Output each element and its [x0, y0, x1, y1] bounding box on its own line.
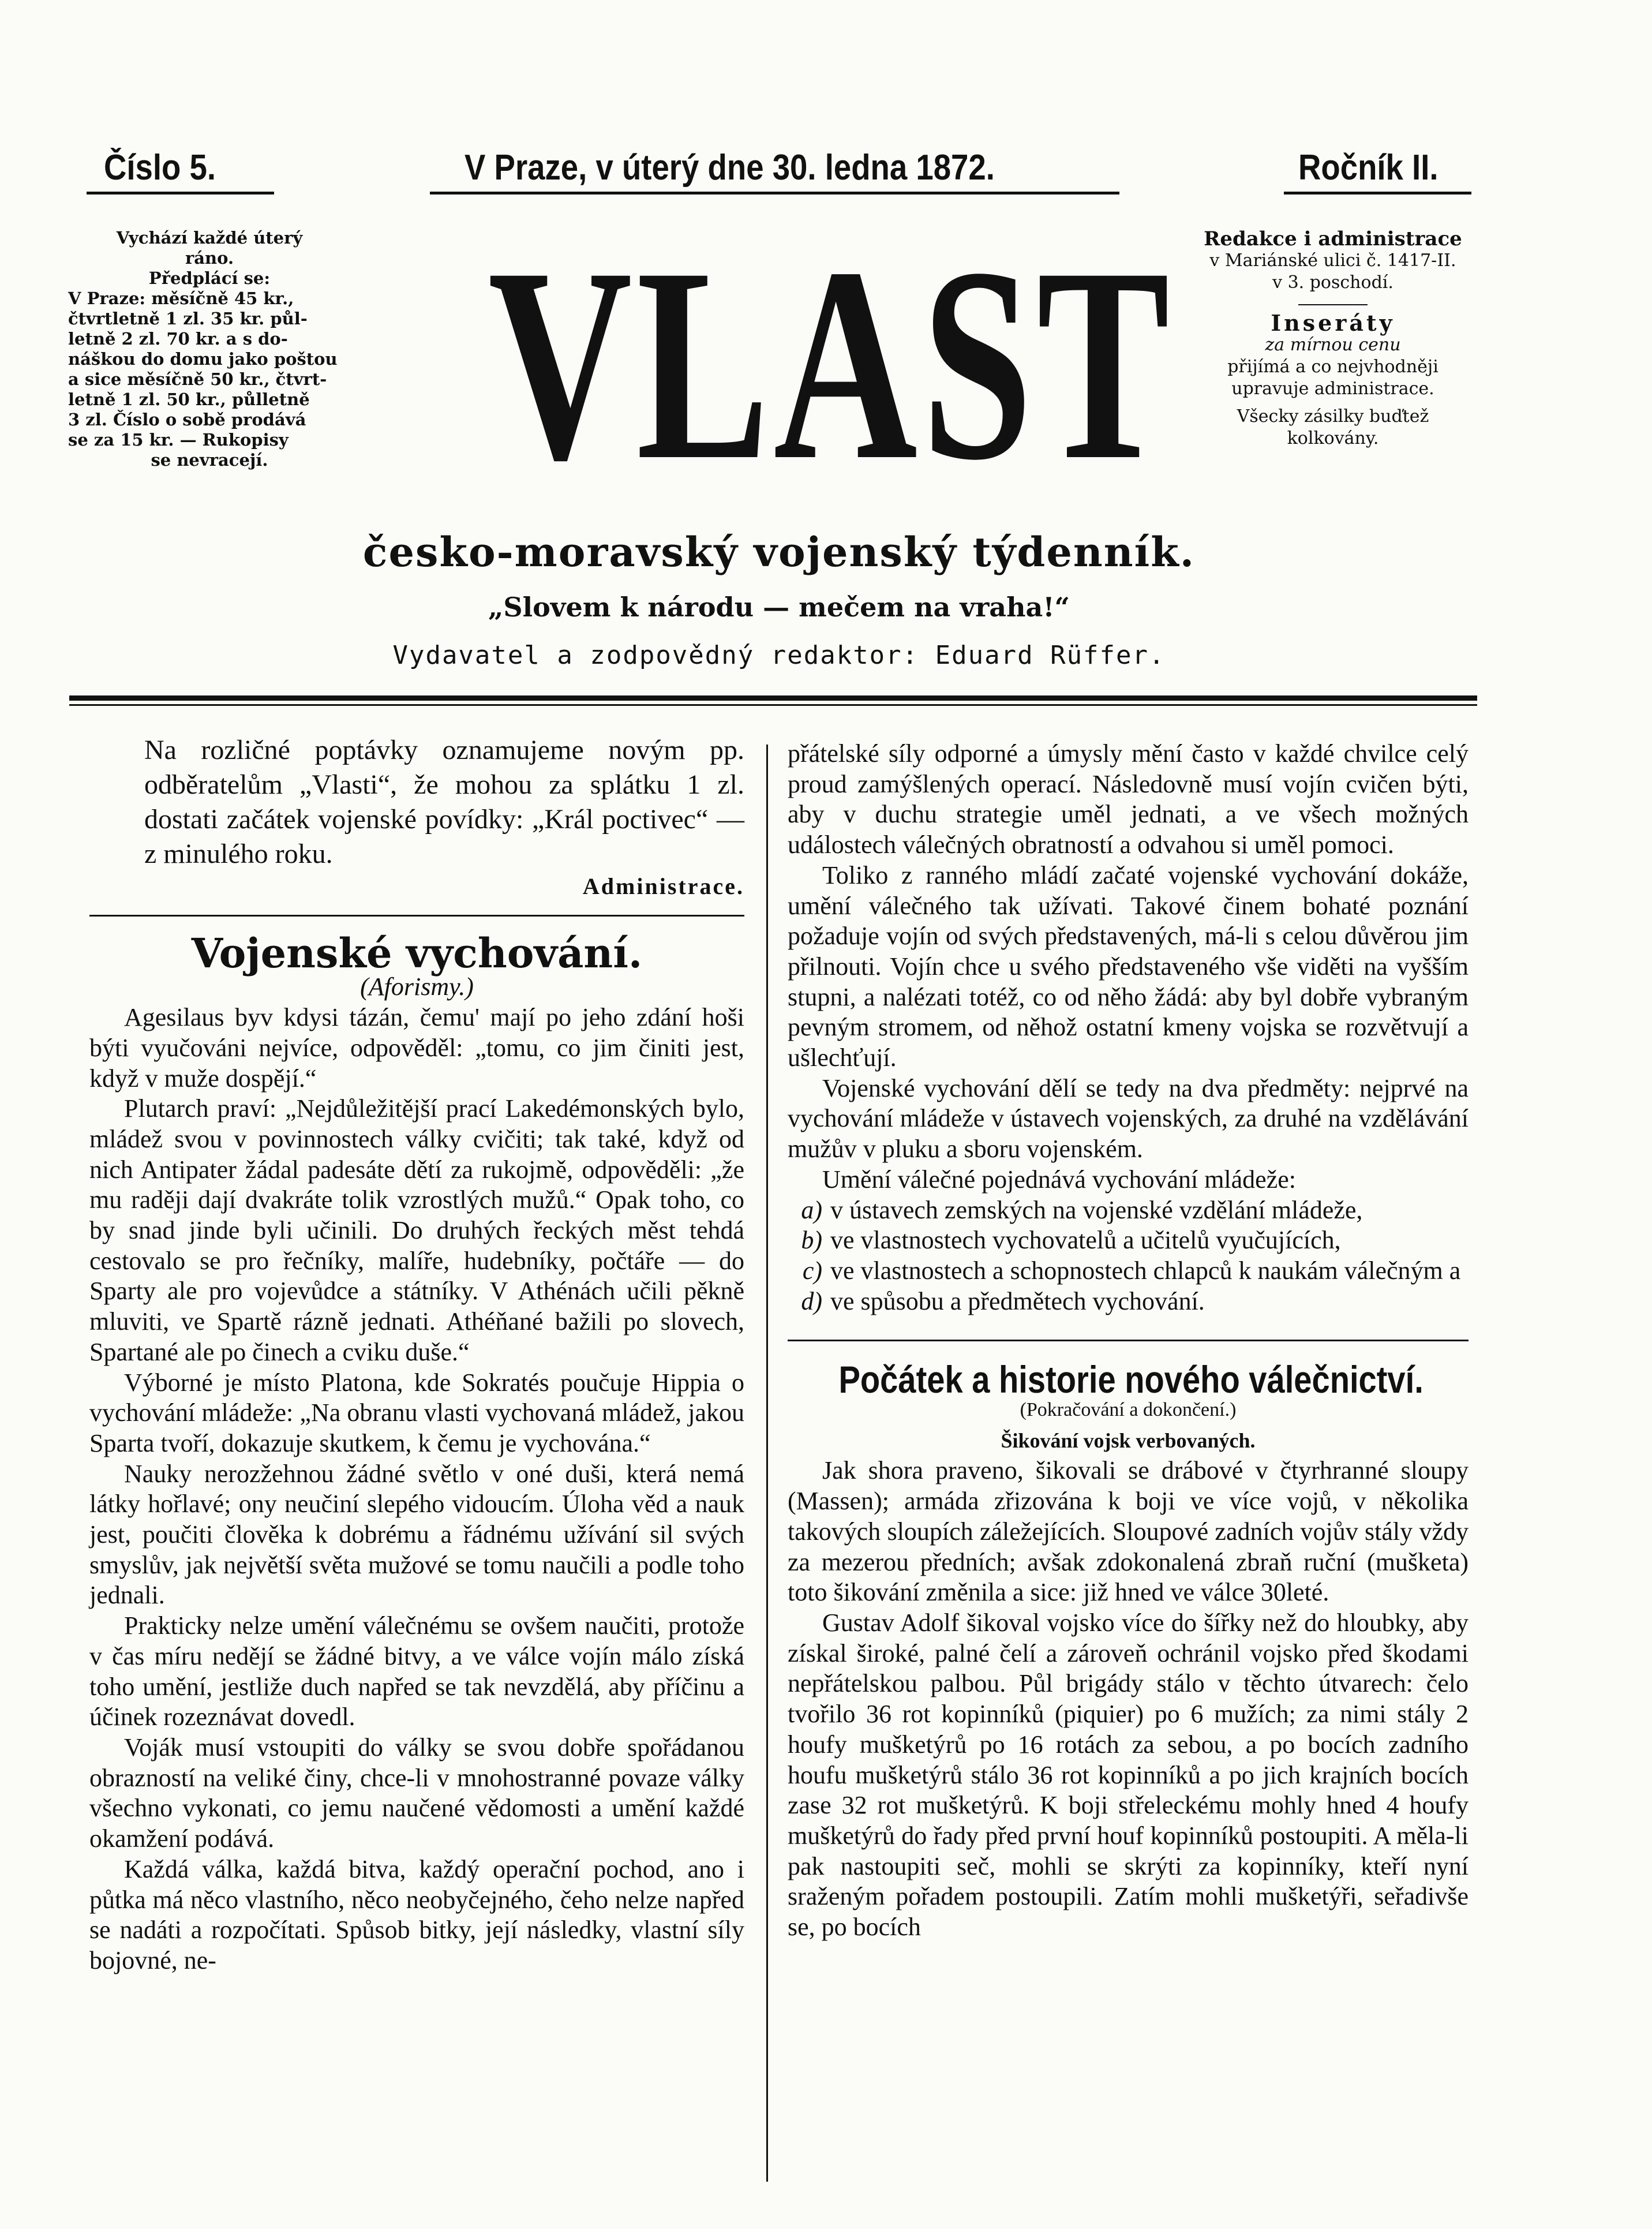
issue-date: V Praze, v úterý dne 30. ledna 1872. — [464, 148, 995, 188]
list-text: ve spůsobu a předmětech vychování. — [830, 1286, 1205, 1315]
article-paragraph: Prakticky nelze umění válečnému se ovšem naučiti, protože v čas míru nedějí se žádné bitvy, a ve válce vojín málo získá toho umění, jestliže duch napřed se tak nevzdělá, aby příčinu a účinek rozeznávat dovedl. — [89, 1611, 744, 1731]
notice — [89, 733, 744, 902]
article-paragraph: přátelské síly odporné a úmysly mění často v každé chvilce celý proud zamýšlených operací. Následovně musí vojín cvičen býti, aby v duchu strategie uměl jednati, a ve všech možných událostech válečných obratností a odvahou si uměl pomoci. — [788, 739, 1469, 859]
office-title: Redakce i administrace — [1204, 227, 1462, 250]
motto-wrap — [87, 592, 1471, 623]
ads-title: Inseráty — [1271, 310, 1395, 336]
article-paragraph: Agesilaus byv kdysi tázán, čemu' mají po jeho zdání hoši býti vyučováni nejvíce, odpověděl: „tomu, co jim činiti jest, když v muže dospějí.“ — [89, 1003, 744, 1093]
subscription-line: se za 15 kr. — Rukopisy — [68, 430, 289, 450]
article2-title: Počátek a historie nového válečnictví. — [838, 1358, 1424, 1401]
office-note: Všecky zásilky buďtež — [1237, 406, 1429, 427]
masthead-title: VLAST — [488, 210, 1174, 517]
subscription-line: a sice měsíčně 50 kr., čtvrt- — [68, 369, 327, 389]
subscription-line: V Praze: měsíčně 45 kr., — [68, 289, 294, 308]
publisher-line: Vydavatel a zodpovědný redaktor: Eduard Rüffer. — [392, 641, 1166, 670]
subscription-line: 3 zl. Číslo o sobě prodává — [68, 410, 306, 429]
left-column — [89, 733, 744, 1976]
section-rule — [788, 1340, 1469, 1341]
article-paragraph: Voják musí vstoupiti do války se svou dobře spořádanou obrazností na veliké činy, chce-li v mnohostranné povaze války všechno vykonati, co jemu naučené vědomosti a umění každé okamžení podává. — [89, 1733, 744, 1853]
notice-text: Na rozličné poptávky oznamujeme novým pp. odběratelům „Vlasti“, že mohou za splátku 1 zl. dostati začátek vojenské povídky: „Král poctivec“ — z minulého roku. — [144, 735, 744, 869]
header-rule-left — [87, 192, 274, 195]
notice-signature: Administrace. — [582, 873, 744, 899]
subscription-line: se nevracejí. — [151, 450, 268, 470]
article-paragraph: Každá válka, každá bitva, každý operační pochod, ano i půtka má něco vlastního, něco neobyčejného, čeho nelze napřed se nadáti a rozpočítati. Spůsob bitky, její následky, vlastní síly bojovné, ne- — [89, 1854, 744, 1974]
notice-rule — [89, 915, 744, 917]
list-label: b) — [801, 1226, 822, 1255]
list-label: c) — [802, 1256, 822, 1285]
volume-number: Ročník II. — [1298, 148, 1439, 188]
list-text: ve vlastnostech a schopnostech chlapců k naukám válečným a — [830, 1256, 1461, 1285]
article-paragraph: Gustav Adolf šikoval vojsko více do šířky než do hloubky, aby získal široké, palné čelí a zároveň ochránil vojsko před škodami nepřátelskou palbou. Půl brigády stálo v těchto útvarech: čelo tvořilo 36 rot kopinníků (piquier) po 6 mužích; za nimi stály 2 houfy mušketýrů po 16 rotách za sebou, a po bocích zadního houfu mušketýrů stálo 36 rot kopinníků a po jich krajních bocích zase 32 rot mušketýrů. K boji střeleckému mohly hned 4 houfy mušketýrů do řady před první houf kopinníků postoupiti. A měla-li pak nastoupiti seč, mohli se skrýti za kopinníky, kteří nyní sraženým pořadem postoupili. Zatím mohli mušketýři, seřadivše se, po bocích — [788, 1608, 1469, 1942]
list-item — [788, 1256, 1469, 1286]
article-title: Vojenské vychování. — [191, 929, 643, 977]
list-text: ve vlastnostech vychovatelů a učitelů vyučujících, — [830, 1226, 1341, 1255]
article-paragraph: Toliko z ranného mládí začaté vojenské vychování dokáže, umění válečného tak užívati. Takové činem bohaté poznání požaduje vojín od svých představených, má-li s celou důvěrou jim přilnouti. Vojín chce u svého představeného vše viděti na vyšším stupni, a nalézati totéž, co od něho žádá: aby byl dobře vybraným pevným stromem, od něhož ostatní kmeny vojska se rozvětvují a ušlechťují. — [788, 861, 1469, 1072]
paper-subtitle: česko-moravský vojenský týdenník. — [362, 528, 1196, 576]
subscription-line: ráno. — [185, 248, 234, 268]
list-item — [788, 1195, 1469, 1226]
subscription-line: čtvrtletně 1 zl. 35 kr. půl- — [68, 309, 308, 328]
subscription-box — [68, 228, 351, 470]
list-item — [788, 1225, 1469, 1256]
column-divider — [766, 745, 768, 2182]
list-label: d) — [801, 1286, 822, 1315]
subscription-line: Vychází každé úterý — [116, 228, 303, 248]
subscription-line: Předplácí se: — [148, 268, 271, 288]
article2-section: Šikování vojsk verbovaných. — [1001, 1428, 1256, 1452]
article-paragraph: Vojenské vychování dělí se tedy na dva předměty: nejprvé na vychování mládeže v ústavech vojenských, za druhé na vzdělávání mužův v pluku a sboru vojenském. — [788, 1074, 1469, 1164]
subtitle-wrap — [87, 528, 1471, 576]
ads-line: upravuje administrace. — [1231, 379, 1434, 399]
masthead-rule-thin — [69, 704, 1477, 706]
list-item — [788, 1286, 1469, 1317]
office-note: kolkovány. — [1287, 428, 1379, 448]
paper-motto: „Slovem k národu — mečem na vraha!“ — [488, 592, 1070, 623]
subscription-line: letně 2 zl. 70 kr. a s do- — [68, 329, 288, 349]
office-floor: v 3. poschodí. — [1272, 272, 1393, 293]
list-label: a) — [801, 1195, 822, 1224]
list-text: v ústavech zemských na vojenské vzdělání mládeže, — [830, 1195, 1363, 1224]
header-rule-center — [430, 192, 1119, 195]
publisher-wrap — [87, 641, 1471, 670]
article-paragraph: Nauky nerozžehnou žádné světlo v oné duši, která nemá látky hořlavé; ony neučiní slepého vidoucím. Úloha věd a nauk jest, poučiti člověka k dobrému a řádnému užívání sil svých smyslův, jak největší světa mužové se tomu naučili a podle toho jednali. — [89, 1459, 744, 1610]
article-paragraph: Výborné je místo Platona, kde Sokratés poučuje Hippia o vychování mládeže: „Na obranu vlasti vychovaná mládež, jakou Sparta tvoří, dokazuje skutkem, k čemu je vychována.“ — [89, 1368, 744, 1457]
subscription-line: náškou do domu jako poštou — [68, 349, 338, 369]
article-subtitle: (Aforismy.) — [360, 973, 474, 1001]
article-paragraph: Plutarch praví: „Nejdůležitější prací Lakedémonských bylo, mládež svou v povinnostech války cvičiti; tak také, když od nich Antipater žádal padesáte dětí za rukojmě, odpověděli: „že mu raději dají dvakráte tolik vzrostlých mužů.“ Opak toho, co by snad jinde byli učinili. Do druhých řeckých měst tehdá cestovalo se pro řečníky, malíře, hudebníky, počtáře — do Sparty ale pro vojevůdce a státníky. V Athénách učili pěkně mluviti, ve Spartě rázně jednati. Athéňané bažili po slovech, Spartané ale po činech a cviku duše.“ — [89, 1094, 744, 1366]
office-box — [1189, 228, 1477, 450]
ads-line: přijímá a co nejvhodněji — [1227, 357, 1439, 377]
ads-line: za mírnou cenu — [1265, 335, 1401, 355]
masthead — [375, 210, 1183, 517]
office-address: v Mariánské ulici č. 1417-II. — [1209, 250, 1456, 271]
header-rule-right — [1284, 192, 1471, 195]
article-paragraph: Jak shora praveno, šikovali se drábové v čtyrhranné sloupy (Massen); armáda zřizována k boji ve více vojů, v několika takových sloupích záležejících. Sloupové zadních vojův stály vždy za mezerou předních; avšak zdokonalená zbraň ruční (mušketa) toto šikování změnila a sice: již hned ve válce 30leté. — [788, 1456, 1469, 1607]
article2-note: (Pokračování a dokončení.) — [1020, 1399, 1237, 1421]
issue-number: Číslo 5. — [104, 148, 216, 188]
masthead-rule — [69, 695, 1477, 701]
office-divider — [1298, 304, 1368, 305]
subscription-line: letně 1 zl. 50 kr., půlletně — [68, 390, 310, 409]
article-paragraph: Umění válečné pojednává vychování mládeže: — [822, 1165, 1296, 1194]
right-column — [788, 739, 1469, 1943]
